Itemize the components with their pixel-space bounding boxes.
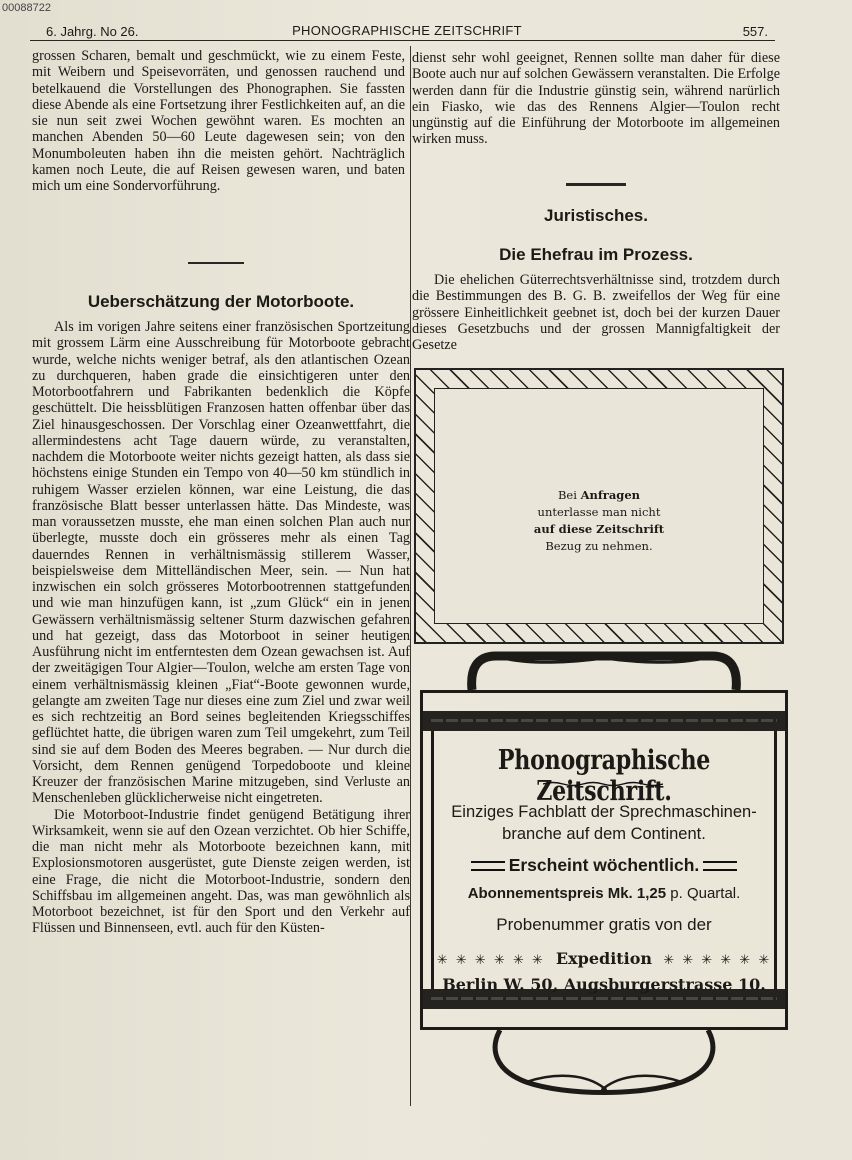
notice-inner <box>434 388 764 624</box>
ad-publisher-name: Expedition <box>555 949 653 968</box>
left-intro-text <box>32 48 405 194</box>
motorboote-article <box>32 319 410 937</box>
ad-frequency-text: Erscheint wöchentlich. <box>508 855 700 875</box>
page-header <box>46 22 768 40</box>
section-divider <box>566 183 626 186</box>
ad-stars-left: ✳ ✳ ✳ ✳ ✳ ✳ <box>436 953 545 968</box>
subscription-advertisement <box>420 690 788 1030</box>
ad-sample: Probenummer gratis von der <box>496 915 712 934</box>
scan-id: 00088722 <box>2 2 51 14</box>
article-heading-ehefrau: Die Ehefrau im Prozess. <box>499 245 693 264</box>
ad-subtitle-line: branche auf dem Continent. <box>502 825 706 843</box>
article-heading-motorboote: Ueberschätzung der Motorboote. <box>87 292 355 311</box>
header-rule <box>30 40 775 41</box>
page-number: 557. <box>742 24 768 39</box>
issue-number: 6. Jahrg. No 26. <box>46 24 139 39</box>
article-paragraph: Als im vorigen Jahre seitens einer französischen Sportzeitung mit grossem Lärm eine Ausschreibung für Motorboote gebracht wurde, welche nichts weniger betraf, als den atlantischen Ozean zu durchqueren, haben grade die einsichtigeren unter den Motorbootfahrern und Fabrikanten bedenklich die Köpfe geschüttelt. Die heissblütigen Franzosen hatten offenbar über das Ziel hinausgeschossen. Der Vorschlag einer Ozeanwettfahrt, die allermindestens acht Tage dauern würde, zu veranstalten, nachdem die Motorboote weiter nichts gezeigt hatten, als dass sie höchstens einige Stunden ein Tempo von 40—50 km stündlich in ruhigem Wasser erzielen können, war eine Leistung, die das französische Blatt besser unterlassen hätte. Das Mindeste, was man voraussetzen musste, ehe man einen solchen Plan auch nur überlegte, musste doch ein grösseres mehr als einen Tag dauerndes Rennen in verhältnismässig stillerem Wasser, beispielsweise dem Mittelländischen Meer, sein. — Nun hat inzwischen ein solch grösseres Motorbootrennen stattgefunden und wie man hinzufügen kann, ist „zum Glück“ ein in jenen Gewässern verhältnismässig seltener Sturm dazwischen gefahren und hat gezeigt, dass das Motorboot in seiner heutigen Ausführung nicht im entferntesten dem Ozean gewachsen ist. Auf der zweitägigen Tour Algier—Toulon, welche am ersten Tage von einem verhältnismässig kleinen „Fiat“-Boote gewonnen wurde, gelangte am zweiten Tage nur dieses eine zum Ziel und zwar weil es sich rechtzeitig an Bord seines begleitenden Kriegsschiffes geflüchtet hatte, die übrigen waren zum Teil umgekehrt, zum Teil sind sie auf dem Boden des Meeres begraben. — Nur durch die Vorsicht, dem Rennen genügend Torpedoboote und kleine Kreuzer der französischen Marine mitzugeben, sind Verluste an Menschenleben glücklicherweise nicht eingetreten. <box>32 319 410 807</box>
ehefrau-article <box>412 272 780 353</box>
notice-line: unterlasse man nicht <box>537 505 661 519</box>
ad-frequency <box>423 855 785 876</box>
ad-price-unit: p. Quartal. <box>670 885 741 902</box>
section-divider <box>188 262 244 264</box>
ad-bottom-ornament <box>486 1030 722 1102</box>
ad-price-label: Abonnementspreis Mk. 1,25 <box>467 885 667 902</box>
continuation-paragraph: dienst sehr wohl geeignet, Rennen sollte man daher für diese Boote auch nur auf solchen Gewässern veranstalten. Die Erfolge werden dann für die Industrie günstig sein, während narürlich ein Fiasko, wie das des Rennens Algier—Toulon recht ungünstig auf die Einführung der Motorboote im allgemeinen wirken muss. <box>412 50 780 148</box>
ad-address: Berlin W. 50, Augsburgerstrasse 10. <box>442 975 766 994</box>
column-divider <box>410 46 411 1106</box>
notice-bold: Anfragen <box>580 488 641 502</box>
ad-price <box>423 885 785 902</box>
article-paragraph: Die ehelichen Güterrechtsverhältnisse sind, trotzdem durch die Bestimmungen des B. G. B. zweifellos der Weg für eine grössere Einheitlichkeit geebnet ist, doch bei der kurzen Dauer dieses Gesetzbuchs und der grossen Mannigfaltigkeit der Gesetze <box>412 272 780 353</box>
notice-bold: auf diese Zeitschrift <box>533 522 665 536</box>
ad-title: Phonographische Zeitschrift. <box>497 745 711 807</box>
ad-subtitle-line: Einziges Fachblatt der Sprechmaschinen- <box>451 803 757 821</box>
notice-line: Bei <box>557 488 577 502</box>
ad-subtitle <box>423 801 785 845</box>
ad-top-band <box>423 711 785 731</box>
journal-title: PHONOGRAPHISCHE ZEITSCHRIFT <box>292 23 522 38</box>
ad-publisher <box>423 949 785 968</box>
inquiry-notice-frame <box>414 368 784 644</box>
article-paragraph: Die Motorboot-Industrie findet genügend Betätigung ihrer Wirksamkeit, wenn sie auf den Ozean verzichtet. Ob hier Schiffe, die man nicht mehr als Motorboote bezeichnen kann, mit Explosionsmotoren ausgerüstet, gute Dienste zeigen werden, ist eine Frage, die nicht die Motorboot-Industrie, sondern den Schiffsbau im allgemeinen angeht. Das, was man gewöhnlich als Motorboot bezeichnet, ist für den Sport und den Verkehr auf Flüssen und Binnenseen, evtl. auch für den Küsten- <box>32 806 410 937</box>
ad-title-flourish <box>543 781 663 787</box>
ad-top-ornament <box>466 648 742 694</box>
intro-paragraph: grossen Scharen, bemalt und geschmückt, wie zu einem Feste, mit Weibern und Speisevorräten, und genossen rauchend und betelkauend die Vorstellungen des Phonographen. Sie fassten diese Abende als eine Fortsetzung ihrer Festlichkeiten auf, an die sie nun seit zwei Wochen gewöhnt waren. Es mochten an manchen Abenden 50—60 Leute dagewesen sein; von den Monumboleuten haben ihn die meisten gehört. Nachträglich kamen noch Leute, die auf Reisen gewesen waren, und baten mich um eine Sondervorführung. <box>32 48 405 194</box>
ad-stars-right: ✳ ✳ ✳ ✳ ✳ ✳ <box>663 953 772 968</box>
right-continuation-text <box>412 50 780 148</box>
section-heading-juristisches: Juristisches. <box>544 206 648 225</box>
notice-text <box>435 487 763 555</box>
notice-line: Bezug zu nehmen. <box>545 539 653 553</box>
